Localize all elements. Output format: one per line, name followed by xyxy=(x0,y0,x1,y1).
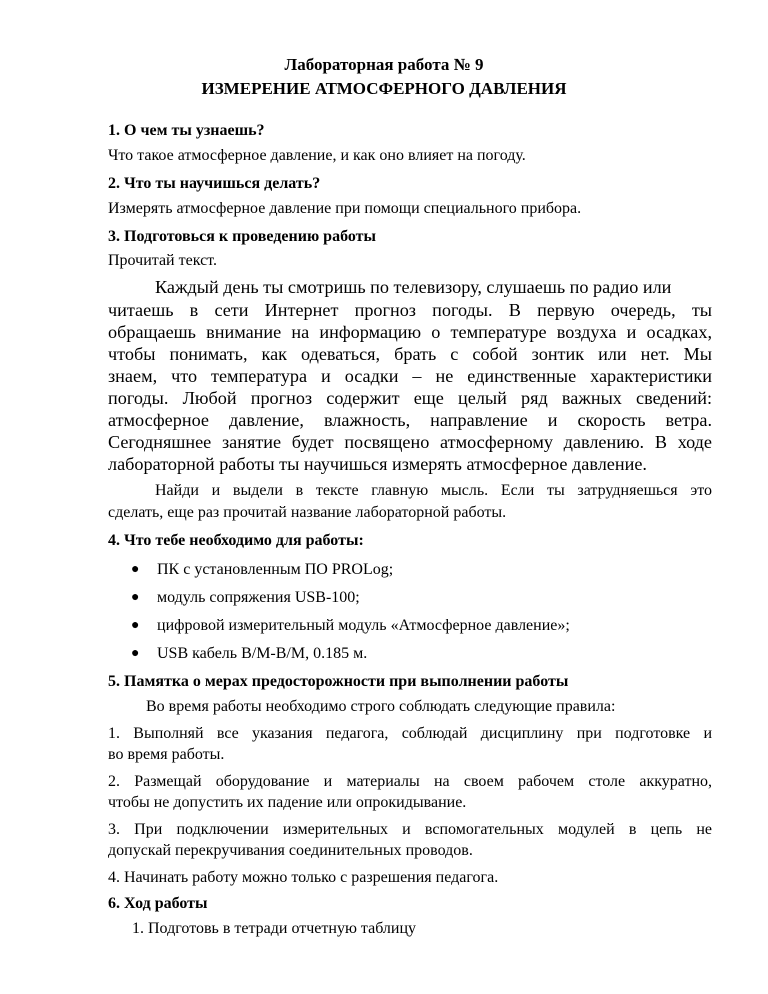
list-item: цифровой измерительный модуль «Атмосферное давление»; xyxy=(157,617,570,634)
bullet-icon: ● xyxy=(131,590,140,605)
reading-line: читаешь в сети Интернет прогноз погоды. В первую очередь, ты xyxy=(108,300,712,320)
section-3-intro: Прочитай текст. xyxy=(108,252,217,269)
bullet-icon: ● xyxy=(131,618,140,633)
reading-line: Каждый день ты смотришь по телевизору, слушаешь по радио или xyxy=(155,277,672,297)
section-5-heading: 5. Памятка о мерах предосторожности при выполнении работы xyxy=(108,673,569,690)
step-1: 1. Подготовь в тетради отчетную таблицу xyxy=(132,920,417,937)
list-item: ПК с установленным ПО PROLog; xyxy=(157,561,394,578)
lab-title: Лабораторная работа № 9 xyxy=(284,55,484,74)
rule-line: 2. Размещай оборудование и материалы на своем рабочем столе аккуратно, xyxy=(108,773,712,790)
list-item: USB кабель B/M-B/M, 0.185 м. xyxy=(157,645,368,662)
reading-line: лабораторной работы ты научишься измерять атмосферное давление. xyxy=(108,454,647,474)
rule-line: чтобы не допустить их падение или опрокидывание. xyxy=(108,794,467,811)
bullet-icon: ● xyxy=(131,646,140,661)
rule-line: 4. Начинать работу можно только с разрешения педагога. xyxy=(108,869,499,886)
section-2-heading: 2. Что ты научишься делать? xyxy=(108,175,321,192)
section-4-heading: 4. Что тебе необходимо для работы: xyxy=(108,532,364,549)
section-1-text: Что такое атмосферное давление, и как оно влияет на погоду. xyxy=(108,147,526,164)
rule-line: допускай перекручивания соединительных проводов. xyxy=(108,842,473,859)
reading-line: погоды. Любой прогноз содержит еще целый ряд важных сведений: xyxy=(108,388,712,408)
task-line: Найди и выдели в тексте главную мысль. Если ты затрудняешься это xyxy=(155,482,712,499)
section-6-heading: 6. Ход работы xyxy=(108,895,208,912)
rule-line: во время работы. xyxy=(108,746,225,763)
rule-line: 3. При подключении измерительных и вспомогательных модулей в цепь не xyxy=(108,821,712,838)
list-item: модуль сопряжения USB-100; xyxy=(157,589,360,606)
section-3-heading: 3. Подготовься к проведению работы xyxy=(108,228,376,245)
rule-line: 1. Выполняй все указания педагога, соблюдай дисциплину при подготовке и xyxy=(108,725,712,742)
reading-line: атмосферное давление, влажность, направление и скорость ветра. xyxy=(108,410,712,430)
section-1-heading: 1. О чем ты узнаешь? xyxy=(108,122,265,139)
reading-line: чтобы понимать, как одеваться, брать с собой зонтик или нет. Мы xyxy=(108,344,712,364)
reading-line: Сегодняшнее занятие будет посвящено атмосферному давлению. В ходе xyxy=(108,432,712,452)
section-5-intro: Во время работы необходимо строго соблюдать следующие правила: xyxy=(146,698,616,715)
lab-subtitle: ИЗМЕРЕНИЕ АТМОСФЕРНОГО ДАВЛЕНИЯ xyxy=(201,79,567,98)
bullet-icon: ● xyxy=(131,562,140,577)
section-2-text: Измерять атмосферное давление при помощи специального прибора. xyxy=(108,200,582,217)
reading-line: обращаешь внимание на информацию о температуре воздуха и осадках, xyxy=(108,322,712,342)
task-line: сделать, еще раз прочитай название лабораторной работы. xyxy=(108,504,507,521)
reading-line: знаем, что температура и осадки – не единственные характеристики xyxy=(108,366,712,386)
